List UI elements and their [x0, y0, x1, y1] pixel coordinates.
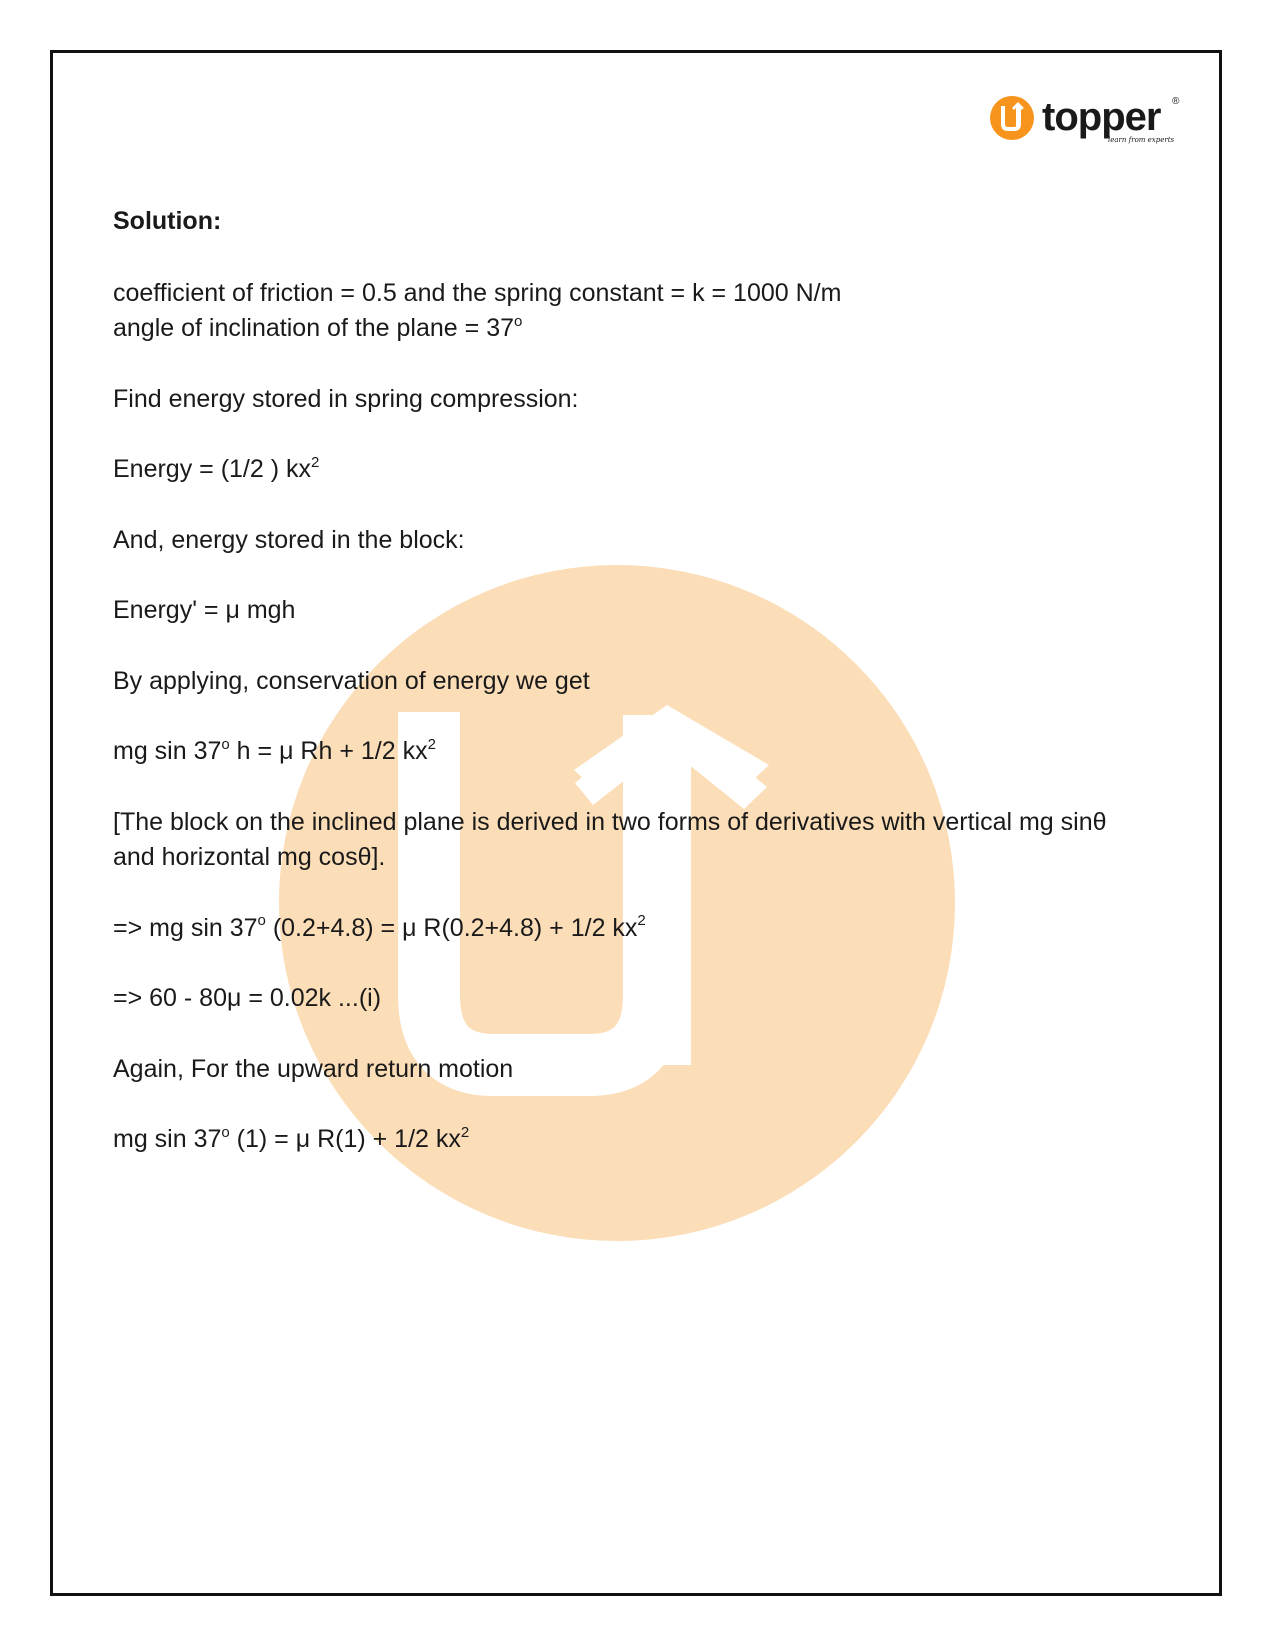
- return-motion-equation: mg sin 37$^o$ (1) = μ R(1) + 1/2 $kx^2$: [113, 1123, 470, 1153]
- return-motion-heading: Again, For the upward return motion: [113, 1054, 514, 1083]
- logo-tagline: learn from experts: [1108, 136, 1175, 144]
- logo-registered-mark: ®: [1172, 96, 1180, 107]
- block-energy-heading: And, energy stored in the block:: [113, 525, 465, 554]
- solution-content: [113, 204, 1163, 1193]
- inclined-plane-note: [The block on the inclined plane is derived in two forms of derivatives with vertical mg sinθ and horizontal mg cosθ].: [113, 807, 1107, 871]
- substituted-equation: => mg sin 37$^o$ (0.2+4.8) = μ R(0.2+4.8) + 1/2 $kx^2$: [113, 912, 646, 942]
- spring-energy-formula: Energy = (1/2 ) $kx^2$: [113, 453, 320, 483]
- equation-i: => 60 - 80μ = 0.02k ...(i): [113, 984, 382, 1012]
- given-friction-line: coefficient of friction = 0.5 and the spring constant = k = 1000 N/m: [113, 278, 842, 307]
- logo-circle-icon: [990, 96, 1034, 140]
- given-angle-line: angle of inclination of the plane = $37^o$: [113, 312, 523, 342]
- spring-energy-heading: Find energy stored in spring compression:: [113, 384, 579, 413]
- conservation-equation: mg sin 37$^o$ h = μ Rh + 1/2 $kx^2$: [113, 735, 436, 765]
- solution-title: Solution:: [113, 207, 222, 235]
- topper-logo: [988, 92, 1183, 154]
- logo-brand-text: topper: [1042, 95, 1161, 139]
- block-energy-formula: Energy' = μ mgh: [113, 596, 296, 624]
- conservation-heading: By applying, conservation of energy we get: [113, 666, 590, 695]
